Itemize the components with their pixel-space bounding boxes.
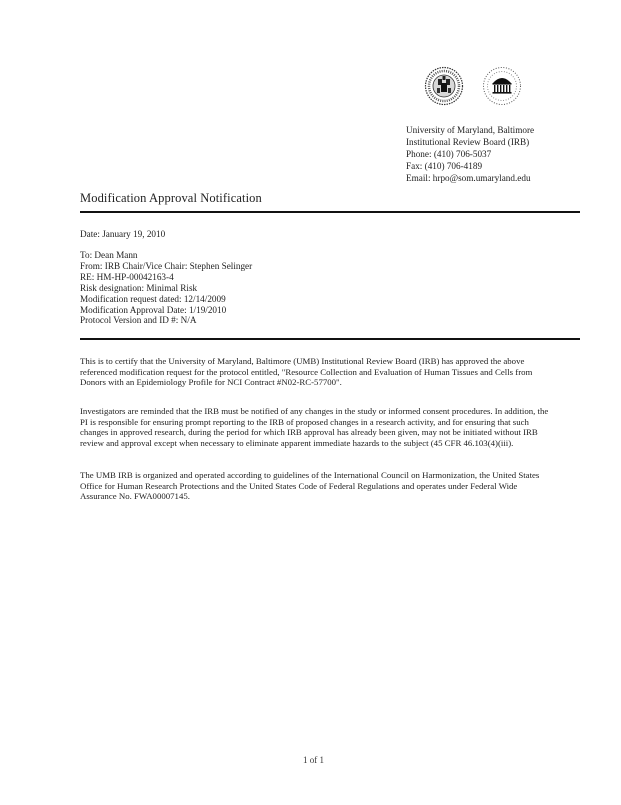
investigator-reminder-paragraph: Investigators are reminded that the IRB must be notified of any changes in the study or informed consent procedures. In addition, the PI is responsible for ensuring prompt reporting to the IRB of proposed changes in a research activity, and for ensuring that such changes in approved research, during the period for which IRB approval has already been given, may not be initiated without IRB review and approval except when necessary to eliminate apparent immediate hazards to the subject (45 CFR 46.103(4)(iii). [80,406,549,448]
meta-risk: Risk designation: Minimal Risk [80,282,198,293]
meta-approval-date: Modification Approval Date: 1/19/2010 [80,304,227,315]
contact-block [406,124,534,184]
protocol-meta [80,250,252,326]
irb-compliance-paragraph: The UMB IRB is organized and operated according to guidelines of the International Council on Harmonization, the United States Office for Human Research Protections and the United States Code of Federal Regulations and operates under Federal Wide Assurance No. FWA00007145. [80,470,540,502]
board-name: Institutional Review Board (IRB) [406,137,530,147]
meta-from: From: IRB Chair/Vice Chair: Stephen Selinger [80,260,253,271]
page-indicator: 1 of 1 [303,755,324,765]
email-address: Email: hrpo@som.umaryland.edu [406,173,531,183]
title-divider [80,211,580,213]
phone-number: Phone: (410) 706-5037 [406,149,492,159]
document-date: Date: January 19, 2010 [80,229,166,239]
fax-number: Fax: (410) 706-4189 [406,161,483,171]
meta-protocol-version: Protocol Version and ID #: N/A [80,315,197,326]
certification-paragraph: This is to certify that the University of Maryland, Baltimore (UMB) Institutional Review Board (IRB) has approved the above referenced modification request for the protocol entitled, "Resource Collection and Evaluation of Human Tissues and Cells from Donors with an Epidemiology Profile for NCI Contract #N02-RC-57700". [80,356,533,388]
meta-request-date: Modification request dated: 12/14/2009 [80,293,226,304]
document-title: Modification Approval Notification [80,191,262,205]
meta-re: RE: HM-HP-00042163-4 [80,271,174,282]
domed-building-seal-icon [482,66,522,106]
meta-to: To: Dean Mann [80,250,138,260]
institution-name: University of Maryland, Baltimore [406,125,535,135]
section-divider [80,338,580,340]
university-seal-icon [424,66,464,106]
